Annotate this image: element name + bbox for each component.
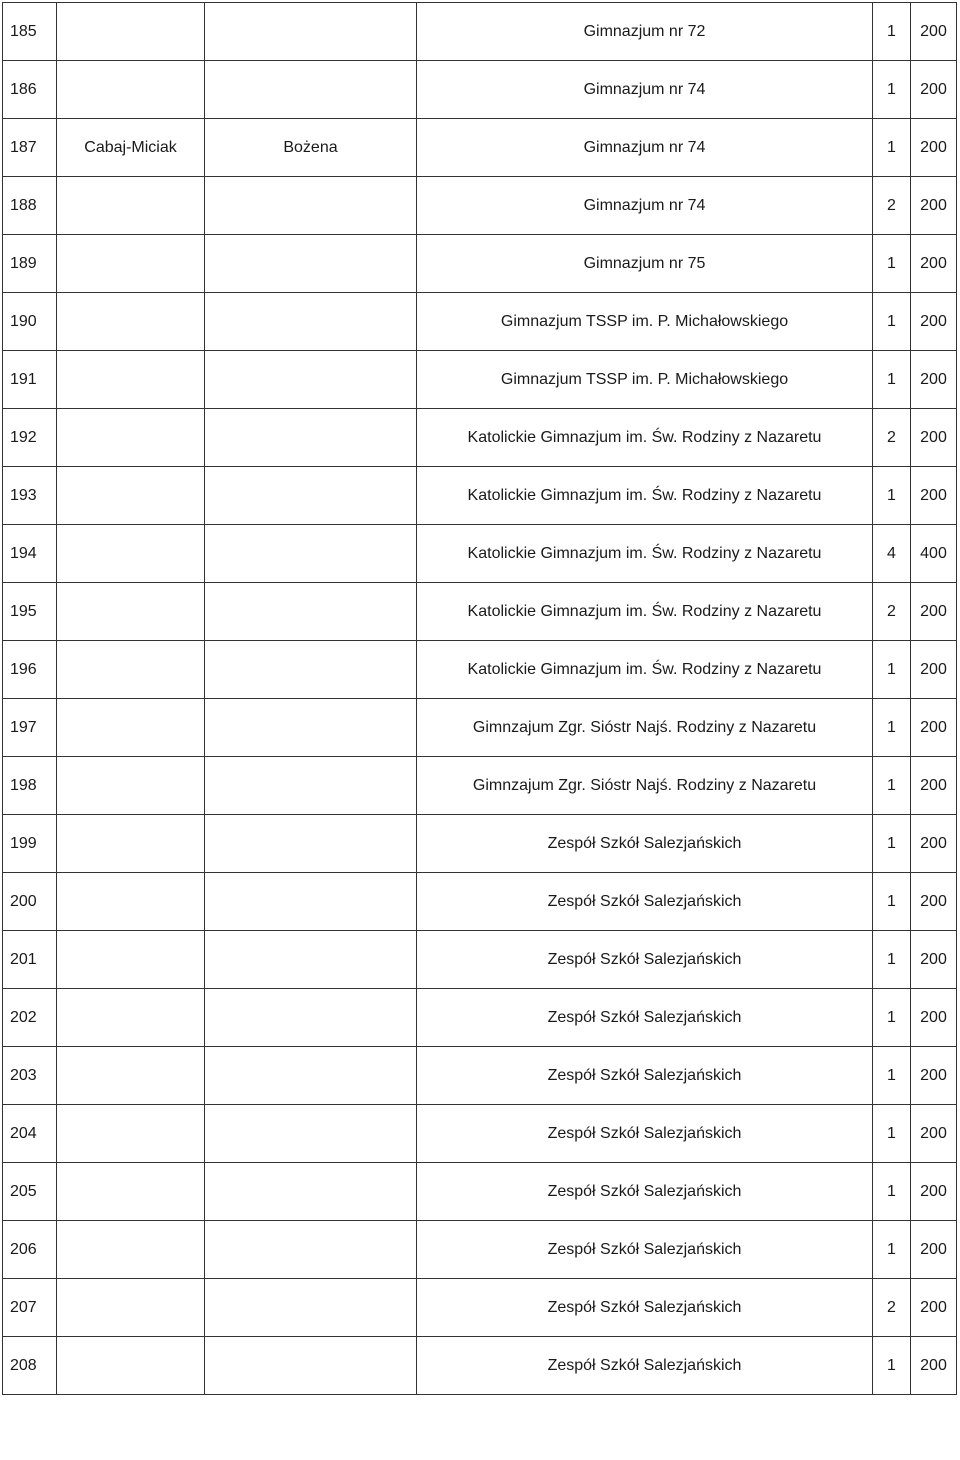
school-cell: Gimnazjum nr 72: [417, 3, 873, 61]
row-number-cell: 203: [3, 1047, 57, 1105]
school-cell: Zespół Szkół Salezjańskich: [417, 931, 873, 989]
row-number-cell: 195: [3, 583, 57, 641]
first-name-cell: [205, 1105, 417, 1163]
row-number-cell: 186: [3, 61, 57, 119]
table-row: [3, 989, 957, 1047]
amount-cell: 200: [911, 177, 957, 235]
surname-cell: [57, 989, 205, 1047]
school-cell: Gimnazjum TSSP im. P. Michałowskiego: [417, 351, 873, 409]
table-row: [3, 931, 957, 989]
first-name-cell: [205, 815, 417, 873]
surname-cell: [57, 1221, 205, 1279]
count-cell: 2: [873, 177, 911, 235]
table-row: [3, 293, 957, 351]
row-number-cell: 188: [3, 177, 57, 235]
count-cell: 1: [873, 467, 911, 525]
first-name-cell: [205, 931, 417, 989]
row-number-cell: 197: [3, 699, 57, 757]
school-cell: Zespół Szkół Salezjańskich: [417, 989, 873, 1047]
row-number-cell: 208: [3, 1337, 57, 1395]
table-row: [3, 351, 957, 409]
amount-cell: 200: [911, 931, 957, 989]
row-number-cell: 206: [3, 1221, 57, 1279]
surname-cell: Cabaj-Miciak: [57, 119, 205, 177]
first-name-cell: [205, 873, 417, 931]
school-cell: Zespół Szkół Salezjańskich: [417, 1047, 873, 1105]
table-row: [3, 525, 957, 583]
row-number-cell: 200: [3, 873, 57, 931]
table-row: [3, 1105, 957, 1163]
first-name-cell: [205, 583, 417, 641]
amount-cell: 200: [911, 1047, 957, 1105]
surname-cell: [57, 699, 205, 757]
first-name-cell: [205, 467, 417, 525]
table-row: [3, 409, 957, 467]
school-cell: Gimnazjum nr 75: [417, 235, 873, 293]
amount-cell: 200: [911, 235, 957, 293]
count-cell: 2: [873, 583, 911, 641]
count-cell: 1: [873, 293, 911, 351]
row-number-cell: 194: [3, 525, 57, 583]
surname-cell: [57, 235, 205, 293]
school-cell: Zespół Szkół Salezjańskich: [417, 1163, 873, 1221]
count-cell: 1: [873, 351, 911, 409]
count-cell: 1: [873, 1163, 911, 1221]
surname-cell: [57, 1047, 205, 1105]
school-cell: Zespół Szkół Salezjańskich: [417, 1221, 873, 1279]
row-number-cell: 190: [3, 293, 57, 351]
row-number-cell: 198: [3, 757, 57, 815]
count-cell: 1: [873, 641, 911, 699]
table-body: [3, 3, 957, 1395]
school-cell: Katolickie Gimnazjum im. Św. Rodziny z Nazaretu: [417, 409, 873, 467]
surname-cell: [57, 409, 205, 467]
count-cell: 1: [873, 1337, 911, 1395]
amount-cell: 200: [911, 1279, 957, 1337]
count-cell: 1: [873, 3, 911, 61]
surname-cell: [57, 177, 205, 235]
first-name-cell: [205, 1047, 417, 1105]
table-row: [3, 3, 957, 61]
first-name-cell: Bożena: [205, 119, 417, 177]
surname-cell: [57, 873, 205, 931]
first-name-cell: [205, 293, 417, 351]
first-name-cell: [205, 1221, 417, 1279]
table-row: [3, 119, 957, 177]
count-cell: 1: [873, 235, 911, 293]
school-cell: Gimnazjum nr 74: [417, 177, 873, 235]
first-name-cell: [205, 3, 417, 61]
count-cell: 1: [873, 1105, 911, 1163]
school-cell: Katolickie Gimnazjum im. Św. Rodziny z Nazaretu: [417, 641, 873, 699]
count-cell: 1: [873, 873, 911, 931]
first-name-cell: [205, 989, 417, 1047]
surname-cell: [57, 1105, 205, 1163]
table-row: [3, 61, 957, 119]
row-number-cell: 199: [3, 815, 57, 873]
surname-cell: [57, 757, 205, 815]
surname-cell: [57, 61, 205, 119]
count-cell: 1: [873, 119, 911, 177]
table-row: [3, 757, 957, 815]
amount-cell: 200: [911, 1221, 957, 1279]
amount-cell: 200: [911, 1105, 957, 1163]
first-name-cell: [205, 351, 417, 409]
surname-cell: [57, 467, 205, 525]
amount-cell: 200: [911, 699, 957, 757]
surname-cell: [57, 351, 205, 409]
row-number-cell: 196: [3, 641, 57, 699]
amount-cell: 200: [911, 293, 957, 351]
table-row: [3, 1163, 957, 1221]
count-cell: 4: [873, 525, 911, 583]
first-name-cell: [205, 699, 417, 757]
amount-cell: 400: [911, 525, 957, 583]
row-number-cell: 185: [3, 3, 57, 61]
amount-cell: 200: [911, 1163, 957, 1221]
table-row: [3, 1337, 957, 1395]
surname-cell: [57, 293, 205, 351]
table-row: [3, 235, 957, 293]
first-name-cell: [205, 525, 417, 583]
count-cell: 2: [873, 409, 911, 467]
scholarship-table: [2, 2, 957, 1395]
school-cell: Gimnazjum TSSP im. P. Michałowskiego: [417, 293, 873, 351]
amount-cell: 200: [911, 873, 957, 931]
surname-cell: [57, 1279, 205, 1337]
first-name-cell: [205, 1163, 417, 1221]
table-row: [3, 1221, 957, 1279]
row-number-cell: 192: [3, 409, 57, 467]
table-row: [3, 641, 957, 699]
count-cell: 1: [873, 989, 911, 1047]
amount-cell: 200: [911, 989, 957, 1047]
surname-cell: [57, 1337, 205, 1395]
count-cell: 1: [873, 931, 911, 989]
row-number-cell: 193: [3, 467, 57, 525]
count-cell: 1: [873, 815, 911, 873]
school-cell: Gimnazjum nr 74: [417, 119, 873, 177]
school-cell: Zespół Szkół Salezjańskich: [417, 1279, 873, 1337]
row-number-cell: 202: [3, 989, 57, 1047]
count-cell: 1: [873, 61, 911, 119]
surname-cell: [57, 815, 205, 873]
first-name-cell: [205, 757, 417, 815]
amount-cell: 200: [911, 351, 957, 409]
first-name-cell: [205, 1337, 417, 1395]
amount-cell: 200: [911, 409, 957, 467]
school-cell: Zespół Szkół Salezjańskich: [417, 815, 873, 873]
table-row: [3, 177, 957, 235]
table-row: [3, 873, 957, 931]
amount-cell: 200: [911, 119, 957, 177]
school-cell: Zespół Szkół Salezjańskich: [417, 1105, 873, 1163]
count-cell: 2: [873, 1279, 911, 1337]
amount-cell: 200: [911, 815, 957, 873]
table-row: [3, 583, 957, 641]
surname-cell: [57, 1163, 205, 1221]
first-name-cell: [205, 641, 417, 699]
first-name-cell: [205, 177, 417, 235]
table-row: [3, 699, 957, 757]
count-cell: 1: [873, 757, 911, 815]
table-row: [3, 815, 957, 873]
row-number-cell: 187: [3, 119, 57, 177]
amount-cell: 200: [911, 61, 957, 119]
school-cell: Katolickie Gimnazjum im. Św. Rodziny z Nazaretu: [417, 525, 873, 583]
school-cell: Zespół Szkół Salezjańskich: [417, 1337, 873, 1395]
amount-cell: 200: [911, 583, 957, 641]
school-cell: Gimnazjum nr 74: [417, 61, 873, 119]
row-number-cell: 207: [3, 1279, 57, 1337]
amount-cell: 200: [911, 467, 957, 525]
row-number-cell: 205: [3, 1163, 57, 1221]
surname-cell: [57, 931, 205, 989]
row-number-cell: 204: [3, 1105, 57, 1163]
first-name-cell: [205, 409, 417, 467]
amount-cell: 200: [911, 641, 957, 699]
count-cell: 1: [873, 699, 911, 757]
first-name-cell: [205, 235, 417, 293]
row-number-cell: 201: [3, 931, 57, 989]
row-number-cell: 189: [3, 235, 57, 293]
first-name-cell: [205, 1279, 417, 1337]
school-cell: Katolickie Gimnazjum im. Św. Rodziny z Nazaretu: [417, 583, 873, 641]
table-row: [3, 1047, 957, 1105]
first-name-cell: [205, 61, 417, 119]
table-row: [3, 467, 957, 525]
surname-cell: [57, 583, 205, 641]
surname-cell: [57, 525, 205, 583]
school-cell: Katolickie Gimnazjum im. Św. Rodziny z Nazaretu: [417, 467, 873, 525]
count-cell: 1: [873, 1221, 911, 1279]
amount-cell: 200: [911, 3, 957, 61]
school-cell: Zespół Szkół Salezjańskich: [417, 873, 873, 931]
surname-cell: [57, 3, 205, 61]
count-cell: 1: [873, 1047, 911, 1105]
amount-cell: 200: [911, 1337, 957, 1395]
amount-cell: 200: [911, 757, 957, 815]
row-number-cell: 191: [3, 351, 57, 409]
table-row: [3, 1279, 957, 1337]
school-cell: Gimnzajum Zgr. Sióstr Najś. Rodziny z Nazaretu: [417, 699, 873, 757]
school-cell: Gimnzajum Zgr. Sióstr Najś. Rodziny z Nazaretu: [417, 757, 873, 815]
surname-cell: [57, 641, 205, 699]
